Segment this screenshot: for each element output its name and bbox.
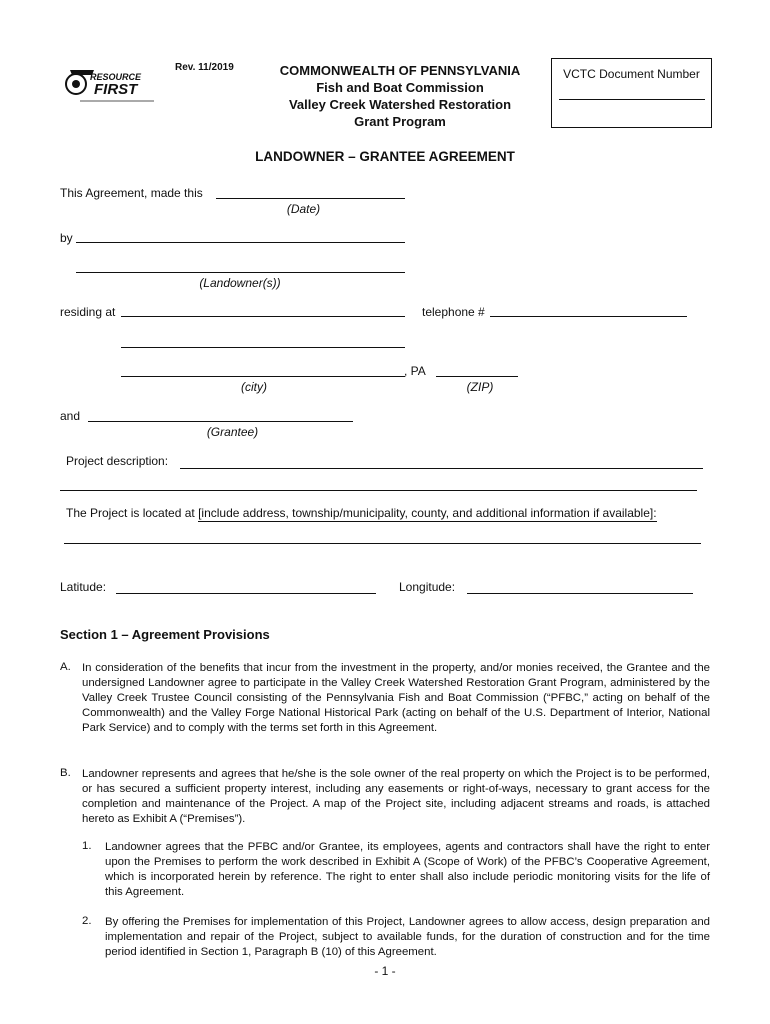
agreement-title: LANDOWNER – GRANTEE AGREEMENT xyxy=(255,149,515,164)
paragraph-a-text: In consideration of the benefits that incur from the investment in the property, and/or monies received, the Grantee and the undersigned Landowner agree to participate in the Valley Creek Watershed Restoration Grant Program, administered by the Valley Creek Trustee Council consisting of the Pennsylvania Fish and Boat Commission (“PFBC,” acting on behalf of the Commonwealth) and the Valley Forge National Historical Park (acting on behalf of the U.S. Department of Interior, National Park Service) and to comply with the terms set forth in this Agreement. xyxy=(82,662,710,734)
project-location-field[interactable] xyxy=(64,543,701,544)
vctc-document-number-field[interactable] xyxy=(559,99,705,100)
city-caption: (city) xyxy=(241,380,267,394)
page-number: - 1 - xyxy=(374,964,396,978)
latitude-label: Latitude: xyxy=(60,580,107,594)
landowner-field-2[interactable] xyxy=(76,272,405,273)
project-location-text xyxy=(66,506,657,520)
latitude-field[interactable] xyxy=(116,593,376,594)
revision-label: Rev. 11/2019 xyxy=(175,62,234,73)
grantee-caption: (Grantee) xyxy=(206,425,259,439)
landowner-caption: (Landowner(s)) xyxy=(199,276,281,290)
header-title-block xyxy=(255,62,545,130)
longitude-label: Longitude: xyxy=(399,580,456,594)
header-title-line-2: Fish and Boat Commission xyxy=(316,80,484,95)
made-this-label: This Agreement, made this xyxy=(60,186,203,200)
date-field[interactable] xyxy=(216,198,405,199)
header-title-line-1: COMMONWEALTH OF PENNSYLVANIA xyxy=(279,63,521,78)
residing-address-field-1[interactable] xyxy=(121,316,405,317)
svg-text:RESOURCE: RESOURCE xyxy=(90,72,142,82)
subitem-1-text: Landowner agrees that the PFBC and/or Grantee, its employees, agents and contractors shall have the right to enter upon the Premises to perform the work described in Exhibit A (Scope of Work) of the PFBC’s Cooperative Agreement, which is incorporated herein by reference. The right to enter shall also include periodic monitoring visits for the life of this Agreement. xyxy=(105,841,710,898)
landowner-field-1[interactable] xyxy=(76,242,405,243)
paragraph-b-text: Landowner represents and agrees that he/she is the sole owner of the real property on which the Project is to be performed, or has secured a sufficient property interest, including any easements or right-of-ways, necessary to grant access for the completion and maintenance of the Project. A map of the Project site, including adjacent streams and roads, is attached hereto as Exhibit A (“Premises”). xyxy=(82,768,710,825)
resource-first-logo xyxy=(64,64,156,104)
subitem-1-number: 1. xyxy=(82,840,92,852)
zip-field[interactable] xyxy=(436,376,518,377)
telephone-label: telephone # xyxy=(422,305,485,319)
project-description-field-2[interactable] xyxy=(60,490,697,491)
project-location-prefix: The Project is located at xyxy=(66,506,195,520)
residing-at-label: residing at xyxy=(60,305,116,319)
header-title-line-3: Valley Creek Watershed Restoration xyxy=(288,97,512,112)
zip-caption: (ZIP) xyxy=(466,380,494,394)
project-location-instructions: [include address, township/municipality, county, and additional information if available]: xyxy=(198,506,657,520)
subitem-2-number: 2. xyxy=(82,915,92,927)
paragraph-a-letter: A. xyxy=(60,661,71,673)
city-field[interactable] xyxy=(121,376,405,377)
telephone-field[interactable] xyxy=(490,316,687,317)
project-description-label: Project description: xyxy=(66,454,169,468)
pa-label: , PA xyxy=(404,364,426,378)
longitude-field[interactable] xyxy=(467,593,693,594)
paragraph-b-letter: B. xyxy=(60,767,71,779)
vctc-document-number-box xyxy=(551,58,712,128)
vctc-document-number-label: VCTC Document Number xyxy=(563,67,700,81)
residing-address-field-2[interactable] xyxy=(121,347,405,348)
project-description-field-1[interactable] xyxy=(180,468,703,469)
section-1-heading: Section 1 – Agreement Provisions xyxy=(60,627,270,642)
header-title-line-4: Grant Program xyxy=(354,114,446,129)
and-label: and xyxy=(60,409,81,423)
subitem-2-text: By offering the Premises for implementation of this Project, Landowner agrees to allow access, design preparation and implementation and repair of the Project, subject to available funds, for the duration of construction and for the time period identified in Section 1, Paragraph B (10) of this Agreement. xyxy=(105,916,710,958)
by-label: by xyxy=(60,231,73,245)
grantee-field[interactable] xyxy=(88,421,353,422)
svg-text:FIRST: FIRST xyxy=(94,81,138,98)
date-caption: (Date) xyxy=(286,202,321,216)
